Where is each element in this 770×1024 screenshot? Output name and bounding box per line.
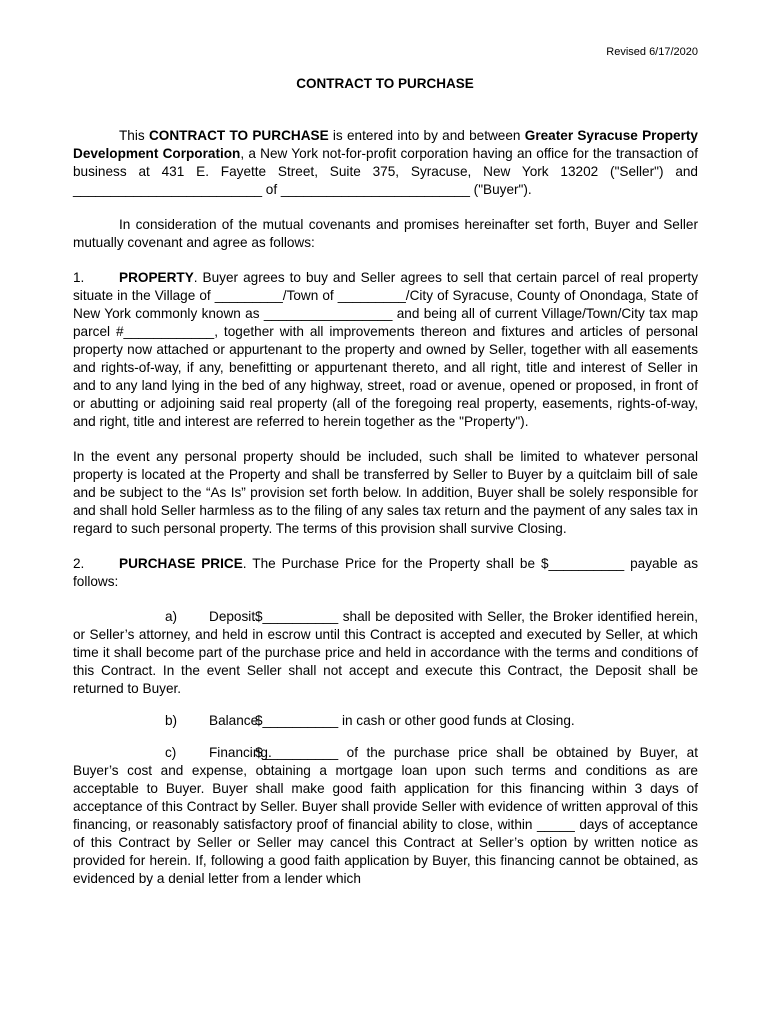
document-body <box>73 127 698 888</box>
section-2a-deposit <box>73 608 698 698</box>
section-2-heading: PURCHASE PRICE <box>119 556 243 571</box>
section-2c-label: c) <box>165 745 177 760</box>
section-2b-balance <box>73 712 698 730</box>
section-2c-financing <box>73 744 698 888</box>
document-title: CONTRACT TO PURCHASE <box>296 76 474 91</box>
intro-seller-name: Greater Syracuse Property Development Corporation <box>73 128 698 161</box>
revision-date: Revised 6/17/2020 <box>606 46 698 58</box>
section-2-number: 2. <box>73 556 85 571</box>
section-2-purchase-price <box>73 555 698 591</box>
intro-text-2: is entered into by and between <box>328 128 525 143</box>
section-2b-name: Balance. <box>209 713 262 728</box>
section-2a-text: $__________ shall be deposited with Seller, the Broker identified herein, or Seller’s attorney, and held in escrow until this Contract is accepted and executed by Seller, at which time it shall become part of the purchase price and held in accordance with the terms and conditions of this Contract. In the event Seller shall not accept and execute this Contract, the Deposit shall be returned to Buyer. <box>73 609 698 696</box>
section-2a-name: Deposit. <box>209 609 259 624</box>
section-1-text: . Buyer agrees to buy and Seller agrees to sell that certain parcel of real property situate in the Village of _________/Town of _________/City of Syracuse, County of Onondaga, State of New York commonly known as _________________ and being all of current Village/Town/City tax map parcel #____________, together with all improvements thereon and fixtures and articles of personal property now attached or appurtenant to the property and owned by Seller, together with all easements and rights-of-way, if any, benefitting or appurtenant thereto, and all right, title and interest of Seller in and to any land lying in the bed of any highway, street, road or avenue, opened or proposed, in front of or abutting or adjoining said real property (all of the foregoing real property, easements, rights-of-way, and right, title and interest are referred to herein together as the "Property"). <box>73 270 698 429</box>
section-1-property <box>73 269 698 431</box>
section-2b-text: $__________ in cash or other good funds at Closing. <box>255 713 575 728</box>
consideration-paragraph: In consideration of the mutual covenants and promises hereinafter set forth, Buyer and Seller mutually covenant and agree as follows: <box>73 217 698 250</box>
section-2-text: . The Purchase Price for the Property shall be $__________ payable as follows: <box>73 556 699 589</box>
section-2c-text: $__________ of the purchase price shall be obtained by Buyer, at Buyer’s cost and expense, obtaining a mortgage loan upon such terms and conditions as are acceptable to Buyer. Buyer shall make good faith application for this financing within 3 days of acceptance of this Contract by Seller. Buyer shall provide Seller with evidence of written approval of this financing, or reasonably satisfactory proof of financial ability to close, within _____ days of acceptance of this Contract by Seller or Seller may cancel this Contract at Seller’s option by written notice as provided for herein. If, following a good faith application by Buyer, this financing cannot be obtained, as evidenced by a denial letter from a lender which <box>73 745 698 886</box>
intro-text-3: , a New York not-for-profit corporation having an office for the transaction of business at 431 E. Fayette Street, Suite 375, Syracuse, New York 13202 ("Seller") and _________________________ of _________________________ ("Buyer"). <box>73 146 698 197</box>
intro-contract-name: CONTRACT TO PURCHASE <box>148 128 329 143</box>
intro-text-1: This <box>119 128 149 143</box>
section-2b-label: b) <box>165 713 178 728</box>
section-1-heading: PROPERTY <box>119 270 194 285</box>
section-1-number: 1. <box>73 270 85 285</box>
section-2c-name: Financing. <box>209 745 272 760</box>
section-2a-label: a) <box>165 609 178 624</box>
intro-paragraph <box>73 127 698 199</box>
personal-property-paragraph: In the event any personal property should be included, such shall be limited to whatever personal property is located at the Property and shall be transferred by Seller to Buyer by a quitclaim bill of sale and be subject to the “As Is” provision set forth below. In addition, Buyer shall be solely responsible for and shall hold Seller harmless as to the filing of any sales tax return and the payment of any sales tax in regard to such personal property. The terms of this provision shall survive Closing. <box>73 449 698 536</box>
